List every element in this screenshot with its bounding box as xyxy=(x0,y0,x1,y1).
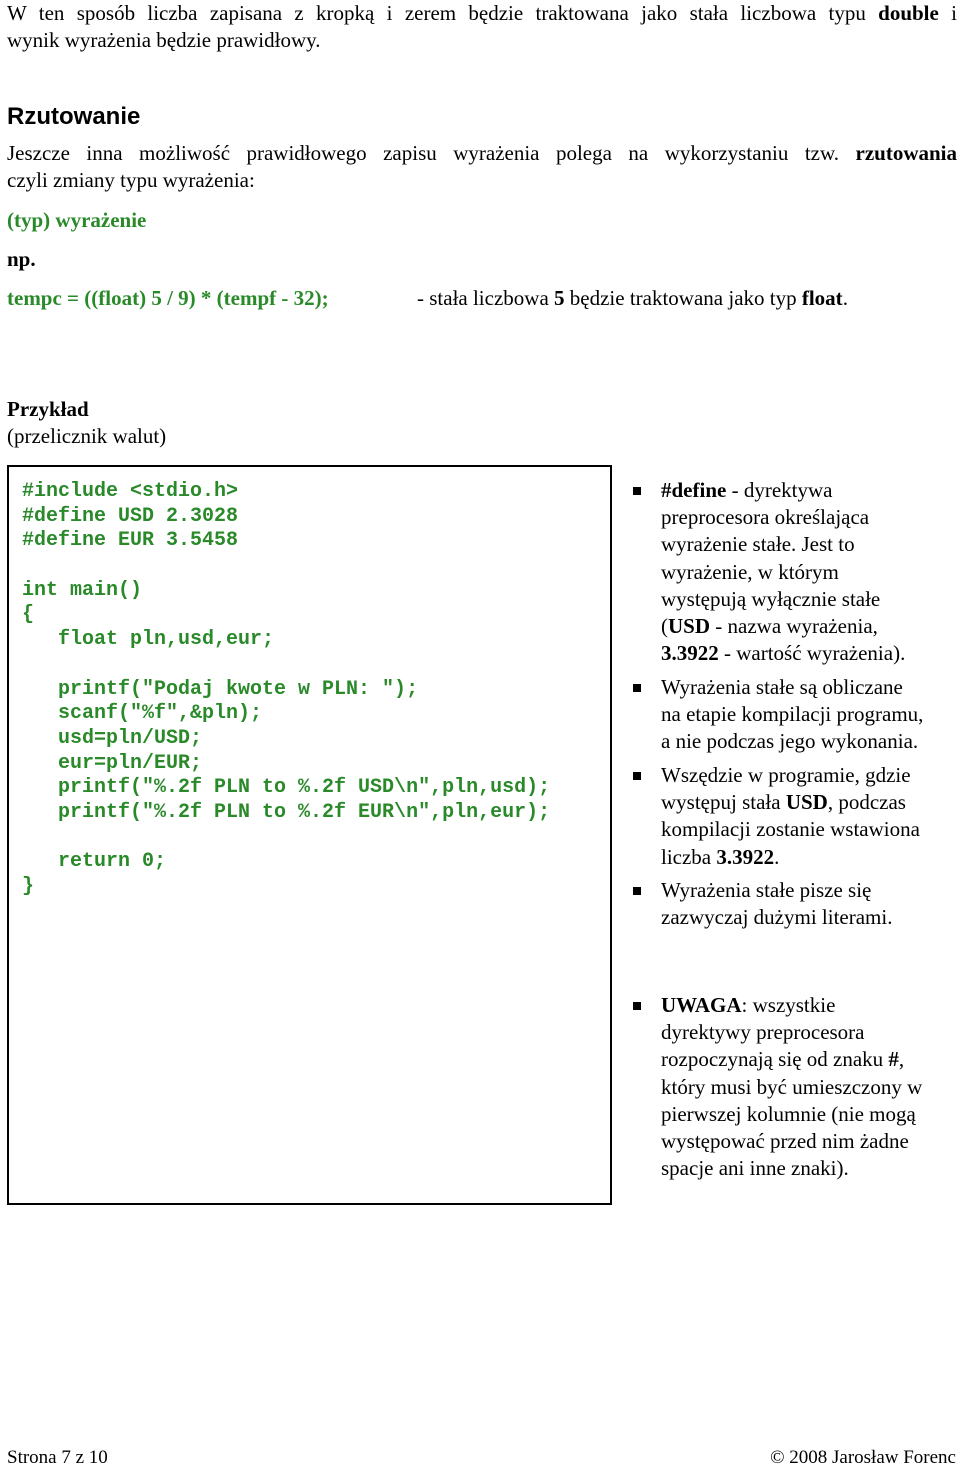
code-line: #include <stdio.h> xyxy=(22,480,239,503)
cast-syntax: (typ) wyrażenie xyxy=(7,208,147,232)
bullet-icon xyxy=(633,1002,641,1010)
code-line: scanf("%f",&pln); xyxy=(22,702,263,726)
note-line: wyrażenie, w którym xyxy=(661,559,839,584)
note-line: rozpoczynają się od znaku #, xyxy=(661,1047,905,1072)
note-line: liczba 3.3922. xyxy=(661,844,780,869)
code-line: printf("%.2f PLN to %.2f USD\n",pln,usd); xyxy=(22,776,551,800)
intro-line-2: wynik wyrażenia będzie prawidłowy. xyxy=(7,28,321,52)
bullet-icon xyxy=(633,684,641,692)
code-line: printf("%.2f PLN to %.2f EUR\n",pln,eur); xyxy=(22,800,551,824)
intro-paragraph xyxy=(7,0,957,54)
section-title: Rzutowanie xyxy=(7,103,141,130)
note-line: który musi być umieszczony w xyxy=(661,1074,923,1099)
intro-line-1: W ten sposób liczba zapisana z kropką i zerem będzie traktowana jako stała liczbowa typu double i xyxy=(7,1,957,25)
bullet-icon xyxy=(633,487,641,495)
example-title: Przykład xyxy=(7,397,89,421)
note-line: na etapie kompilacji programu, xyxy=(661,702,924,727)
note-line: Wszędzie w programie, gdzie xyxy=(661,763,911,787)
code-line: float pln,usd,eur; xyxy=(22,628,275,652)
note-line: wyrażenie stałe. Jest to xyxy=(661,532,855,557)
code-line: { xyxy=(22,603,35,627)
note-substitution xyxy=(661,762,960,871)
section-paragraph xyxy=(7,140,957,194)
note-warning xyxy=(661,992,960,1182)
code-line: printf("Podaj kwote w PLN: "); xyxy=(22,677,419,701)
note-line: Wyrażenia stałe pisze się xyxy=(661,878,872,902)
code-listing xyxy=(22,480,550,900)
note-line: spacje ani inne znaki). xyxy=(661,1156,849,1181)
code-line: #define USD 2.3028 xyxy=(22,504,239,528)
code-line xyxy=(22,826,550,851)
note-compile-time xyxy=(661,674,960,756)
note-line: (USD - nazwa wyrażenia, xyxy=(661,614,878,639)
bullet-icon xyxy=(633,772,641,780)
note-line: występuj stała USD, podczas xyxy=(661,790,906,815)
cast-example-code: tempc = ((float) 5 / 9) * (tempf - 32); xyxy=(7,286,329,310)
note-line: 3.3922 - wartość wyrażenia). xyxy=(661,641,906,666)
note-line: występują wyłącznie stałe xyxy=(661,586,881,611)
copyright: © 2008 Jarosław Forenc xyxy=(770,1447,956,1468)
np-label: np. xyxy=(7,247,36,271)
note-define xyxy=(661,477,960,667)
note-line: #define - dyrektywa xyxy=(661,478,833,502)
code-line: #define EUR 3.5458 xyxy=(22,529,239,553)
section-line-2: czyli zmiany typu wyrażenia: xyxy=(7,168,255,192)
code-line: eur=pln/EUR; xyxy=(22,751,203,775)
code-line: return 0; xyxy=(22,850,167,874)
note-line: UWAGA: wszystkie xyxy=(661,993,836,1017)
bullet-icon xyxy=(633,887,641,895)
note-line: a nie podczas jego wykonania. xyxy=(661,729,919,754)
page-number: Strona 7 z 10 xyxy=(7,1447,108,1468)
cast-example-description: - stała liczbowa 5 będzie traktowana jako typ float. xyxy=(417,286,848,310)
section-line-1: Jeszcze inna możliwość prawidłowego zapisu wyrażenia polega na wykorzystaniu tzw. rzutowania xyxy=(7,141,957,165)
note-line: pierwszej kolumnie (nie mogą xyxy=(661,1101,916,1126)
code-line: } xyxy=(22,875,35,898)
code-line xyxy=(22,554,550,579)
note-line: zazwyczaj dużymi literami. xyxy=(661,905,893,930)
code-line: int main() xyxy=(22,578,143,602)
note-uppercase xyxy=(661,877,960,931)
note-line: Wyrażenia stałe są obliczane xyxy=(661,675,903,699)
code-line xyxy=(22,653,550,678)
note-line: występować przed nim żadne xyxy=(661,1129,909,1154)
note-line: kompilacji zostanie wstawiona xyxy=(661,817,920,842)
code-line: usd=pln/USD; xyxy=(22,726,203,750)
example-subtitle: (przelicznik walut) xyxy=(7,424,167,448)
note-line: preprocesora określająca xyxy=(661,505,870,530)
note-line: dyrektywy preprocesora xyxy=(661,1020,865,1045)
